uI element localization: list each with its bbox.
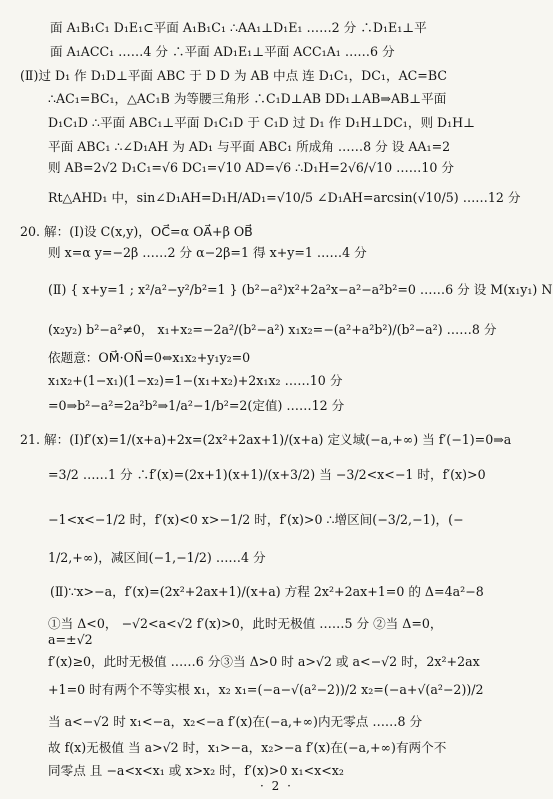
text-line: x₁x₂+(1−x₁)(1−x₂)=1−(x₁+x₂)+2x₁x₂ ……10 分: [48, 373, 343, 388]
text-line: 故 f(x)无极值 当 a>√2 时，x₁>−a，x₂>−a f′(x)在(−a,+∞)有两个不: [48, 740, 447, 755]
text-line: ①当 Δ<0， −√2<a<√2 f′(x)>0，此时无极值 ……5 分 ②当 Δ=0，: [48, 616, 443, 631]
text-line: D₁C₁D ∴平面 ABC₁⊥平面 D₁C₁D 于 C₁D 过 D₁ 作 D₁H⊥DC₁，则 D₁H⊥: [48, 115, 476, 130]
text-line: 则 x=α y=−2β ……2 分 α−2β=1 得 x+y=1 ……4 分: [48, 245, 367, 260]
text-line: −1<x<−1/2 时，f′(x)<0 x>−1/2 时，f′(x)>0 ∴增区间(−3/2,−1)，(−: [48, 512, 464, 527]
text-line: f′(x)≥0，此时无极值 ……6 分③当 Δ>0 时 a>√2 或 a<−√2 时，2x²+2ax: [48, 654, 480, 669]
text-line: ∴AC₁=BC₁，△AC₁B 为等腰三角形 ∴C₁D⊥AB DD₁⊥AB⇒AB⊥平面: [48, 91, 447, 106]
text-line: Rt△AHD₁ 中，sin∠D₁AH=D₁H/AD₁=√10/5 ∠D₁AH=arcsin(√10/5) ……12 分: [48, 190, 521, 205]
text-line: 21. 解：(Ⅰ)f′(x)=1/(x+a)+2x=(2x²+2ax+1)/(x+a) 定义域(−a,+∞) 当 f′(−1)=0⇒a: [20, 432, 512, 447]
text-line: 面 A₁ACC₁ ……4 分 ∴平面 AD₁E₁⊥平面 ACC₁A₁ ……6 分: [50, 44, 395, 59]
text-line: 平面 ABC₁ ∴∠D₁AH 为 AD₁ 与平面 ABC₁ 所成角 ……8 分 设 AA₁=2: [48, 139, 451, 154]
text-line: (Ⅱ) { x+y=1 ; x²/a²−y²/b²=1 } (b²−a²)x²+2a²x−a²−a²b²=0 ……6 分 设 M(x₁y₁) N: [48, 282, 553, 297]
text-line: 当 a<−√2 时 x₁<−a，x₂<−a f′(x)在(−a,+∞)内无零点 ……8 分: [48, 714, 423, 729]
text-line: 1/2,+∞)，减区间(−1,−1/2) ……4 分: [48, 550, 266, 565]
page-number: · 2 ·: [260, 779, 293, 793]
text-line: (Ⅱ)∵x>−a，f′(x)=(2x²+2ax+1)/(x+a) 方程 2x²+2ax+1=0 的 Δ=4a²−8: [50, 584, 484, 599]
text-line: (x₂y₂) b²−a²≠0， x₁+x₂=−2a²/(b²−a²) x₁x₂=−(a²+a²b²)/(b²−a²) ……8 分: [48, 322, 497, 337]
text-line: 依题意：OM⃗·ON⃗=0⇔x₁x₂+y₁y₂=0: [48, 350, 251, 365]
text-line: 则 AB=2√2 D₁C₁=√6 DC₁=√10 AD=√6 ∴D₁H=2√6/√10 ……10 分: [48, 160, 454, 175]
text-line: 20. 解：(Ⅰ)设 C(x,y)，OC⃗=α OA⃗+β OB⃗: [20, 224, 253, 239]
text-line: =3/2 ……1 分 ∴f′(x)=(2x+1)(x+1)/(x+3/2) 当 −3/2<x<−1 时，f′(x)>0: [48, 467, 486, 482]
text-line: =0⇒b²−a²=2a²b²⇒1/a²−1/b²=2(定值) ……12 分: [48, 398, 345, 413]
text-line: 面 A₁B₁C₁ D₁E₁⊂平面 A₁B₁C₁ ∴AA₁⊥D₁E₁ ……2 分 ∴D₁E₁⊥平: [50, 20, 427, 35]
text-line: a=±√2: [48, 632, 93, 647]
text-line: 同零点 且 −a<x<x₁ 或 x>x₂ 时，f′(x)>0 x₁<x<x₂: [48, 763, 344, 778]
text-line: +1=0 时有两个不等实根 x₁，x₂ x₁=(−a−√(a²−2))/2 x₂=(−a+√(a²−2))/2: [48, 682, 484, 697]
text-line: (Ⅱ)过 D₁ 作 D₁D⊥平面 ABC 于 D D 为 AB 中点 连 D₁C₁，DC₁，AC=BC: [20, 68, 447, 83]
